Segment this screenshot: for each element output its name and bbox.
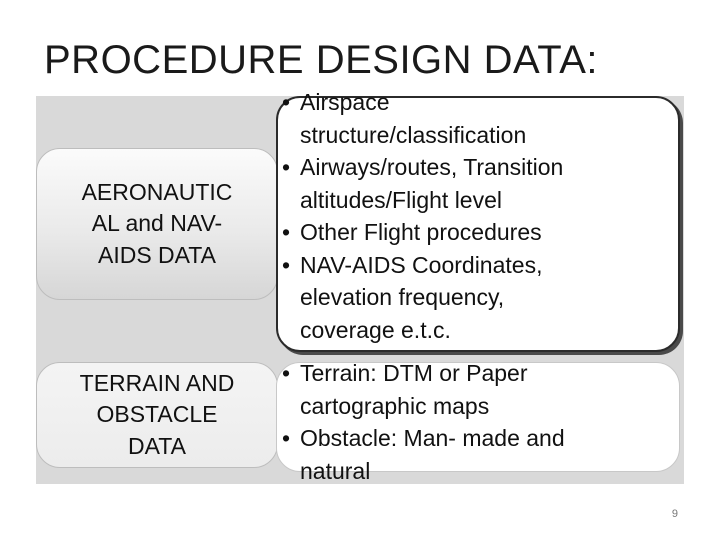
bullet-list-aeronautical <box>278 86 674 346</box>
list-item: • Terrain: DTM or Paper cartographic maps <box>278 357 674 422</box>
category-aeronautical-navaids <box>36 148 278 300</box>
list-item: • Other Flight procedures <box>278 216 674 249</box>
list-item: • Airways/routes, Transition altitudes/Flight level <box>278 151 674 216</box>
list-item: • NAV-AIDS Coordinates, elevation frequency, coverage e.t.c. <box>278 249 674 347</box>
category-label: TERRAIN AND OBSTACLE DATA <box>79 370 235 459</box>
category-terrain-obstacle <box>36 362 278 468</box>
list-item: • Obstacle: Man- made and natural <box>278 422 674 487</box>
page-number: 9 <box>671 508 678 520</box>
slide-title: PROCEDURE DESIGN DATA: <box>44 38 599 82</box>
list-item: • Airspace structure/classification <box>278 86 674 151</box>
category-label: AERONAUTIC AL and NAV- AIDS DATA <box>81 179 233 268</box>
bullet-list-terrain <box>278 357 674 487</box>
